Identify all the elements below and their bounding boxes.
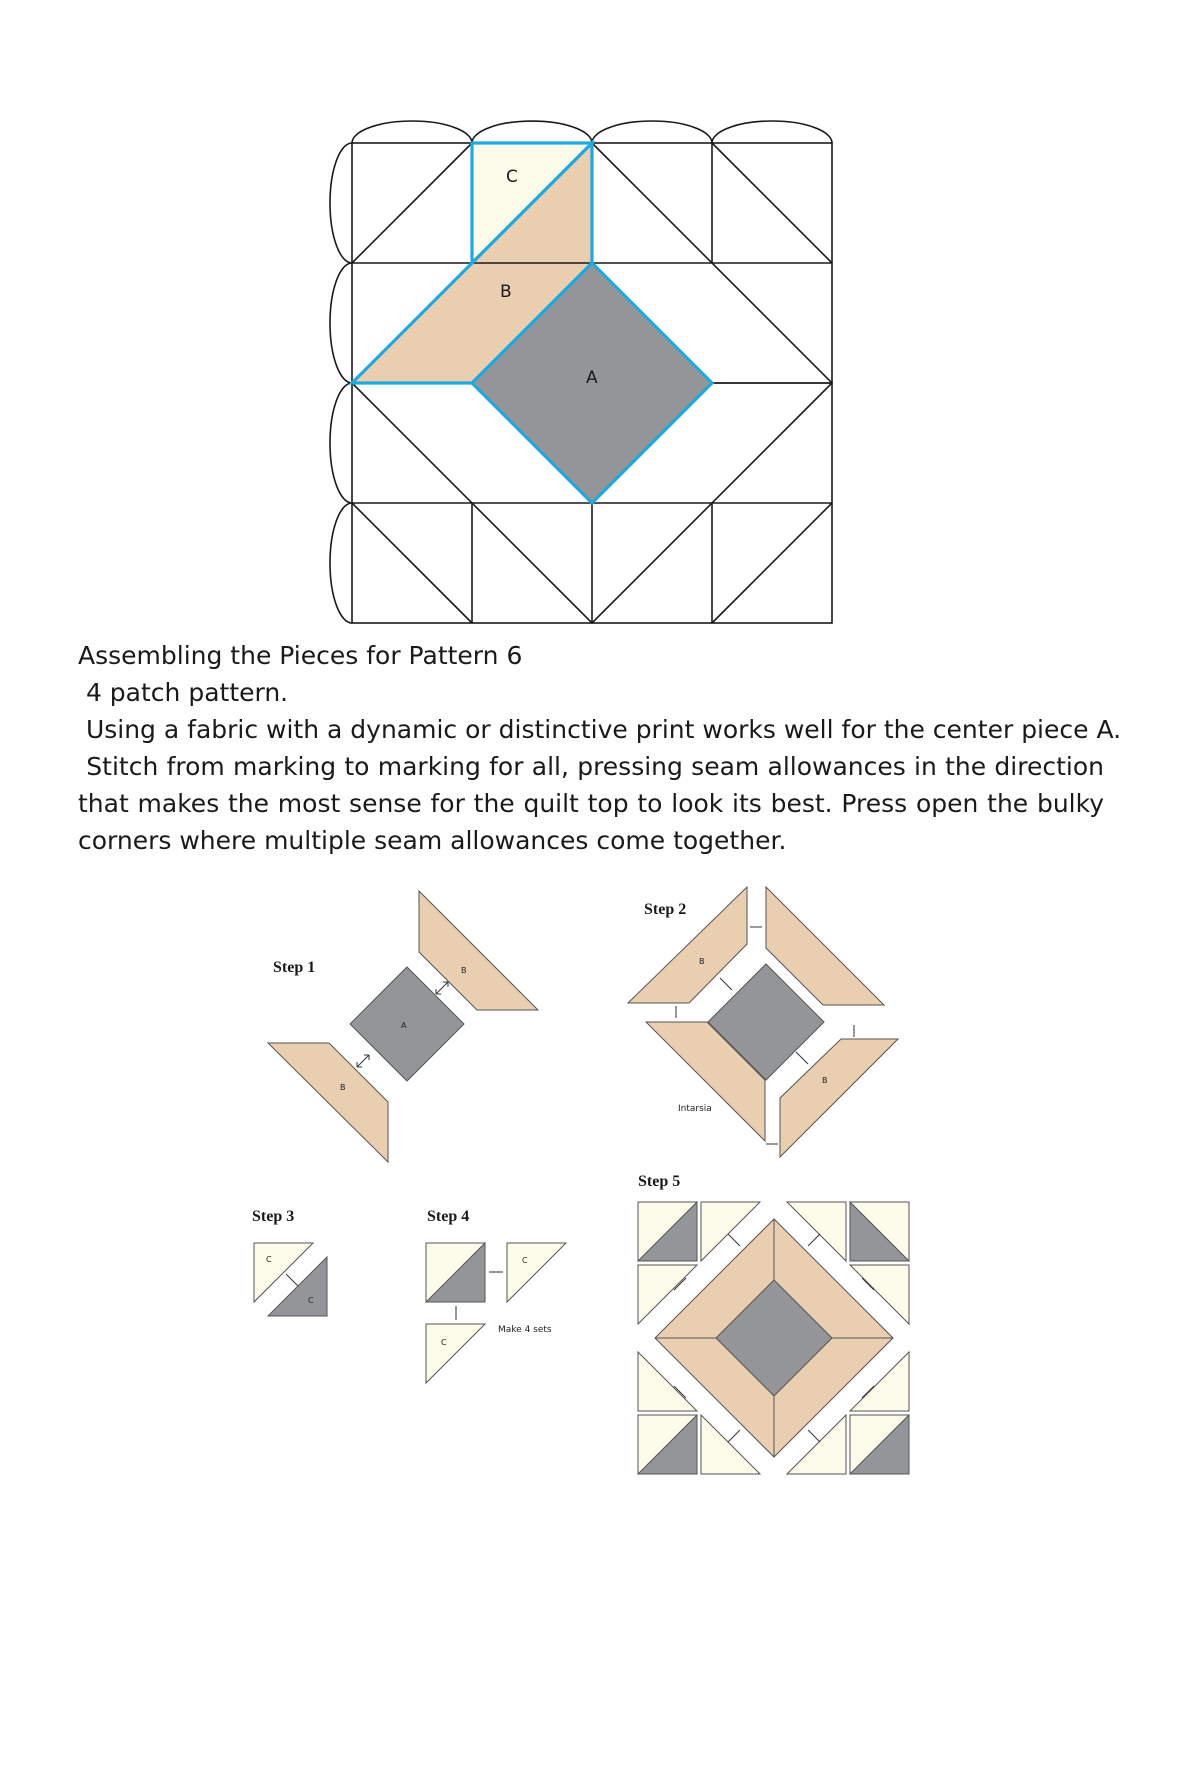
step-2-label-b-top: B — [699, 957, 705, 966]
step-2 — [628, 887, 898, 1157]
step-5-label: Step 5 — [638, 1173, 681, 1190]
step-3-label-c1: C — [266, 1255, 272, 1264]
step-4-piece-c-bottom — [426, 1324, 485, 1383]
step-3-label-c2: C — [308, 1296, 314, 1305]
label-c: C — [506, 167, 518, 187]
step-3-arrow — [286, 1274, 298, 1286]
step-1-label-b-lower: B — [340, 1083, 346, 1092]
heading: Assembling the Pieces for Pattern 6 — [78, 641, 523, 670]
step-3-label: Step 3 — [252, 1208, 295, 1225]
step-4-label-c2: C — [441, 1338, 447, 1347]
step-4-label: Step 4 — [427, 1208, 470, 1225]
step-1-label: Step 1 — [273, 959, 316, 976]
step-1-piece-b-lower — [268, 1043, 388, 1162]
step-1 — [268, 891, 538, 1162]
label-b: B — [500, 282, 512, 302]
step-2-piece-b-bottom-right — [780, 1039, 898, 1157]
step-2-label-b-right: B — [822, 1076, 828, 1085]
instruction-line-1: 4 patch pattern. — [78, 678, 289, 707]
step-5 — [638, 1173, 909, 1474]
label-a: A — [586, 368, 598, 388]
step-1-piece-a — [350, 967, 464, 1081]
assembly-steps-diagram — [240, 880, 980, 1520]
step-2-intarsia-note: Intarsia — [678, 1104, 712, 1114]
instruction-text — [78, 637, 1122, 859]
pattern-6-block-diagram — [320, 110, 860, 640]
step-1-piece-b-upper — [419, 891, 538, 1010]
step-3 — [252, 1208, 327, 1316]
step-4 — [426, 1208, 566, 1383]
instruction-line-3: Stitch from marking to marking for all, pressing seam allowances in the direction that makes the most sense for the quilt top to look its best. Press open the bulky corners where multiple seam allowances come together. — [78, 752, 1112, 855]
step-4-note: Make 4 sets — [498, 1325, 552, 1335]
instruction-line-2: Using a fabric with a dynamic or distinctive print works well for the center piece A. — [78, 715, 1122, 744]
step-4-label-c1: C — [522, 1256, 528, 1265]
step-4-piece-c-right — [507, 1243, 566, 1302]
step-2-label: Step 2 — [644, 901, 687, 918]
step-1-label-b-upper: B — [461, 966, 467, 975]
step-1-label-a: A — [401, 1021, 407, 1030]
